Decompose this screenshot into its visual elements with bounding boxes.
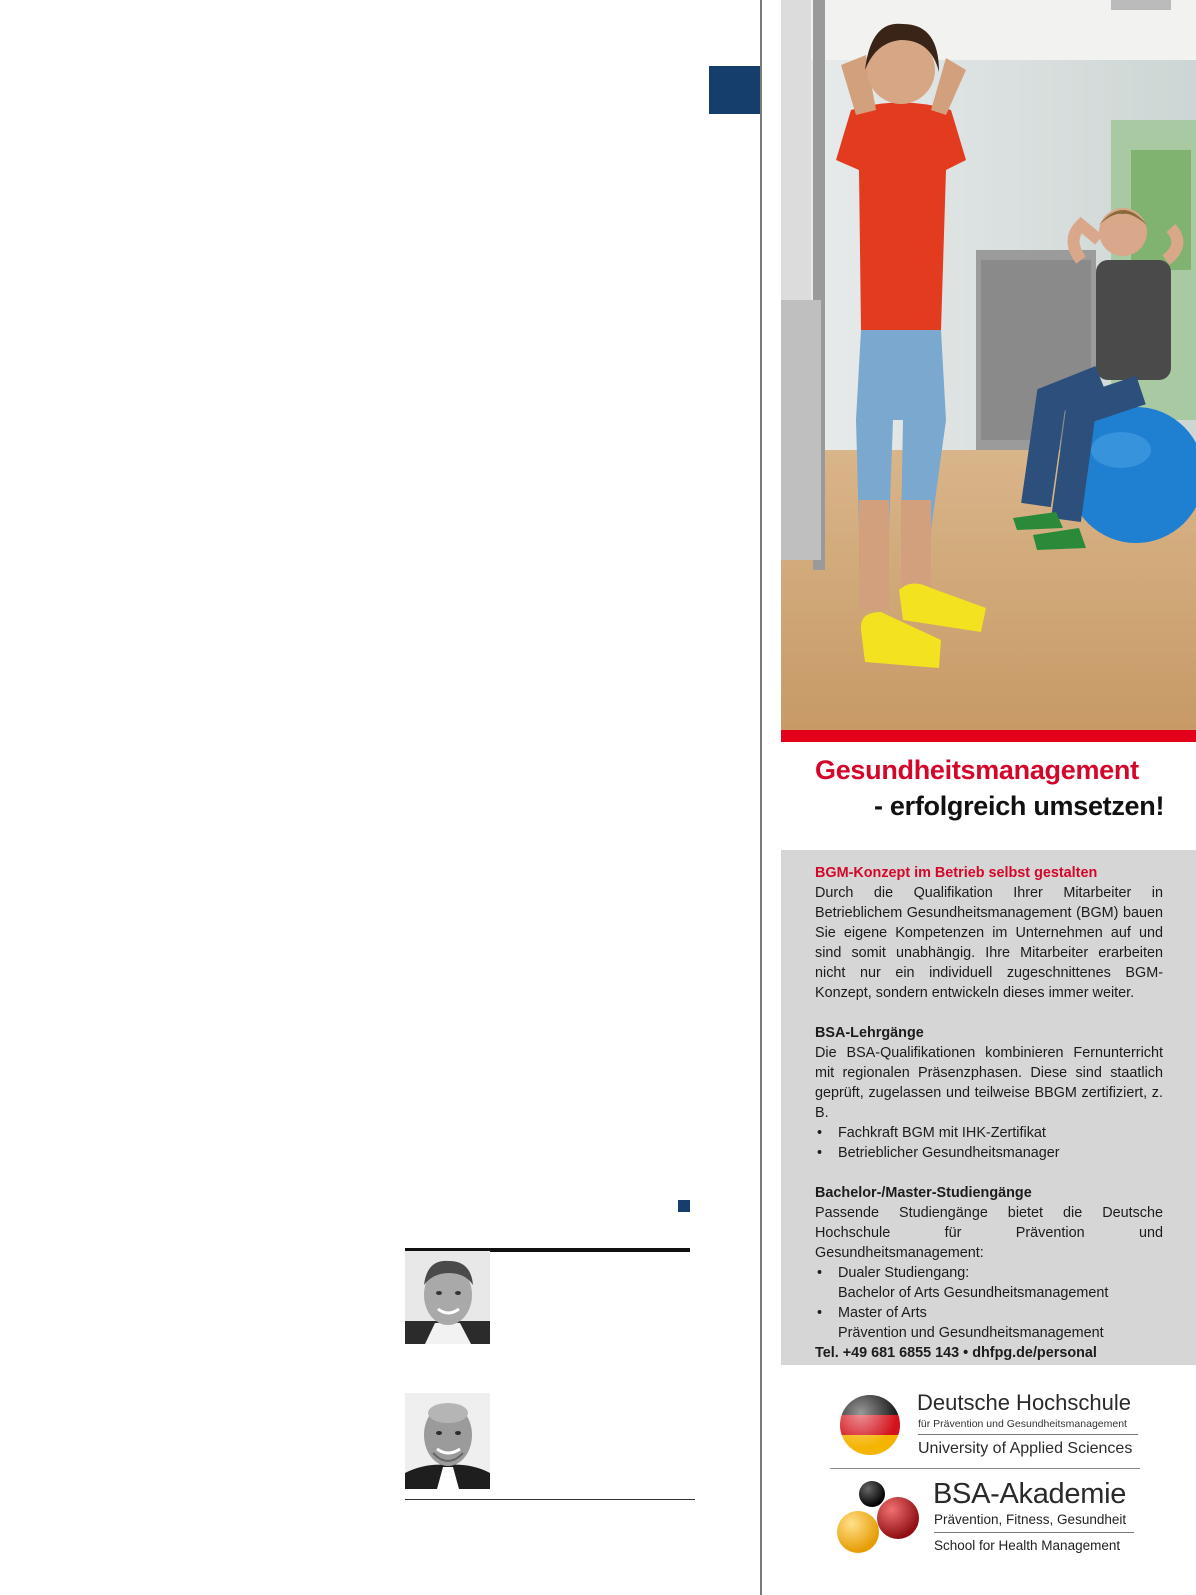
bsa-logo-name: BSA-Akademie (933, 1478, 1127, 1510)
studies-section-body: Passende Studiengänge bietet die Deutsche Hochschule für Prävention und Gesundheitsmanagement: (815, 1205, 1163, 1261)
ad-info-box (781, 850, 1196, 1365)
bsa-bullet-list (815, 1123, 1163, 1163)
list-item (815, 1263, 1163, 1303)
dh-logo-rule (918, 1434, 1138, 1435)
author-portrait-2 (405, 1393, 490, 1489)
bsa-logo-school: School for Health Management (934, 1538, 1121, 1553)
section-tab-marker (709, 66, 761, 114)
dh-logo-icon (838, 1393, 902, 1457)
bgm-section-body: Durch die Qualifikation Ihrer Mitarbeiter in Betrieblichem Gesundheitsmanagement (BGM) bauen Sie eigene Kompetenzen im Unternehmen auf und sind somit unabhängig. Ihre Mitarbeiter erarbeiten nicht nur ein individuell zugeschnittenes BGM-Konzept, sondern entwickeln dieses immer weiter. (815, 885, 1163, 1001)
logos-separator (830, 1468, 1140, 1469)
author-portrait-1 (405, 1251, 490, 1344)
list-item-line: • Dualer Studiengang: (838, 1265, 970, 1281)
list-item (815, 1303, 1163, 1343)
ad-red-bar (781, 730, 1196, 742)
bsa-section-title: BSA-Lehrgänge (815, 1025, 924, 1041)
bsa-logo-subtitle: Prävention, Fitness, Gesundheit (934, 1512, 1127, 1527)
dh-logo-name: Deutsche Hochschule (917, 1390, 1132, 1415)
list-item: • Betrieblicher Gesundheitsmanager (815, 1143, 1163, 1163)
studies-bullet-list (815, 1263, 1163, 1343)
list-item: • Fachkraft BGM mit IHK-Zertifikat (815, 1123, 1163, 1143)
list-item-line: Bachelor of Arts Gesundheitsmanagement (838, 1285, 1109, 1301)
article-end-square (678, 1200, 690, 1212)
bsa-logo-rule (934, 1532, 1134, 1533)
office-fitness-photo (781, 0, 1196, 730)
list-item-line: Prävention und Gesundheitsmanagement (838, 1325, 1104, 1341)
page-divider (760, 0, 762, 1595)
author-box-bottom-rule (405, 1499, 695, 1500)
bsa-logo-icon (836, 1480, 922, 1556)
studies-section-title: Bachelor-/Master-Studiengänge (815, 1185, 1032, 1201)
bgm-section-title: BGM-Konzept im Betrieb selbst gestalten (815, 865, 1098, 881)
ad-headline: Gesundheitsmanagement (815, 755, 1139, 785)
list-item-line: • Master of Arts (838, 1305, 927, 1321)
dh-logo-subtitle: für Prävention und Gesundheitsmanagement (918, 1418, 1127, 1430)
bsa-section-body: Die BSA-Qualifikationen kombinieren Fernunterricht mit regionalen Präsenzphasen. Diese sind staatlich geprüft, zugelassen und teilweise BBGM zertifiziert, z. B. (815, 1045, 1163, 1121)
dh-logo-university: University of Applied Sciences (918, 1440, 1133, 1457)
ad-subheadline: - erfolgreich umsetzen! (874, 791, 1165, 821)
contact-line[interactable]: Tel. +49 681 6855 143 • dhfpg.de/personal (815, 1345, 1097, 1361)
